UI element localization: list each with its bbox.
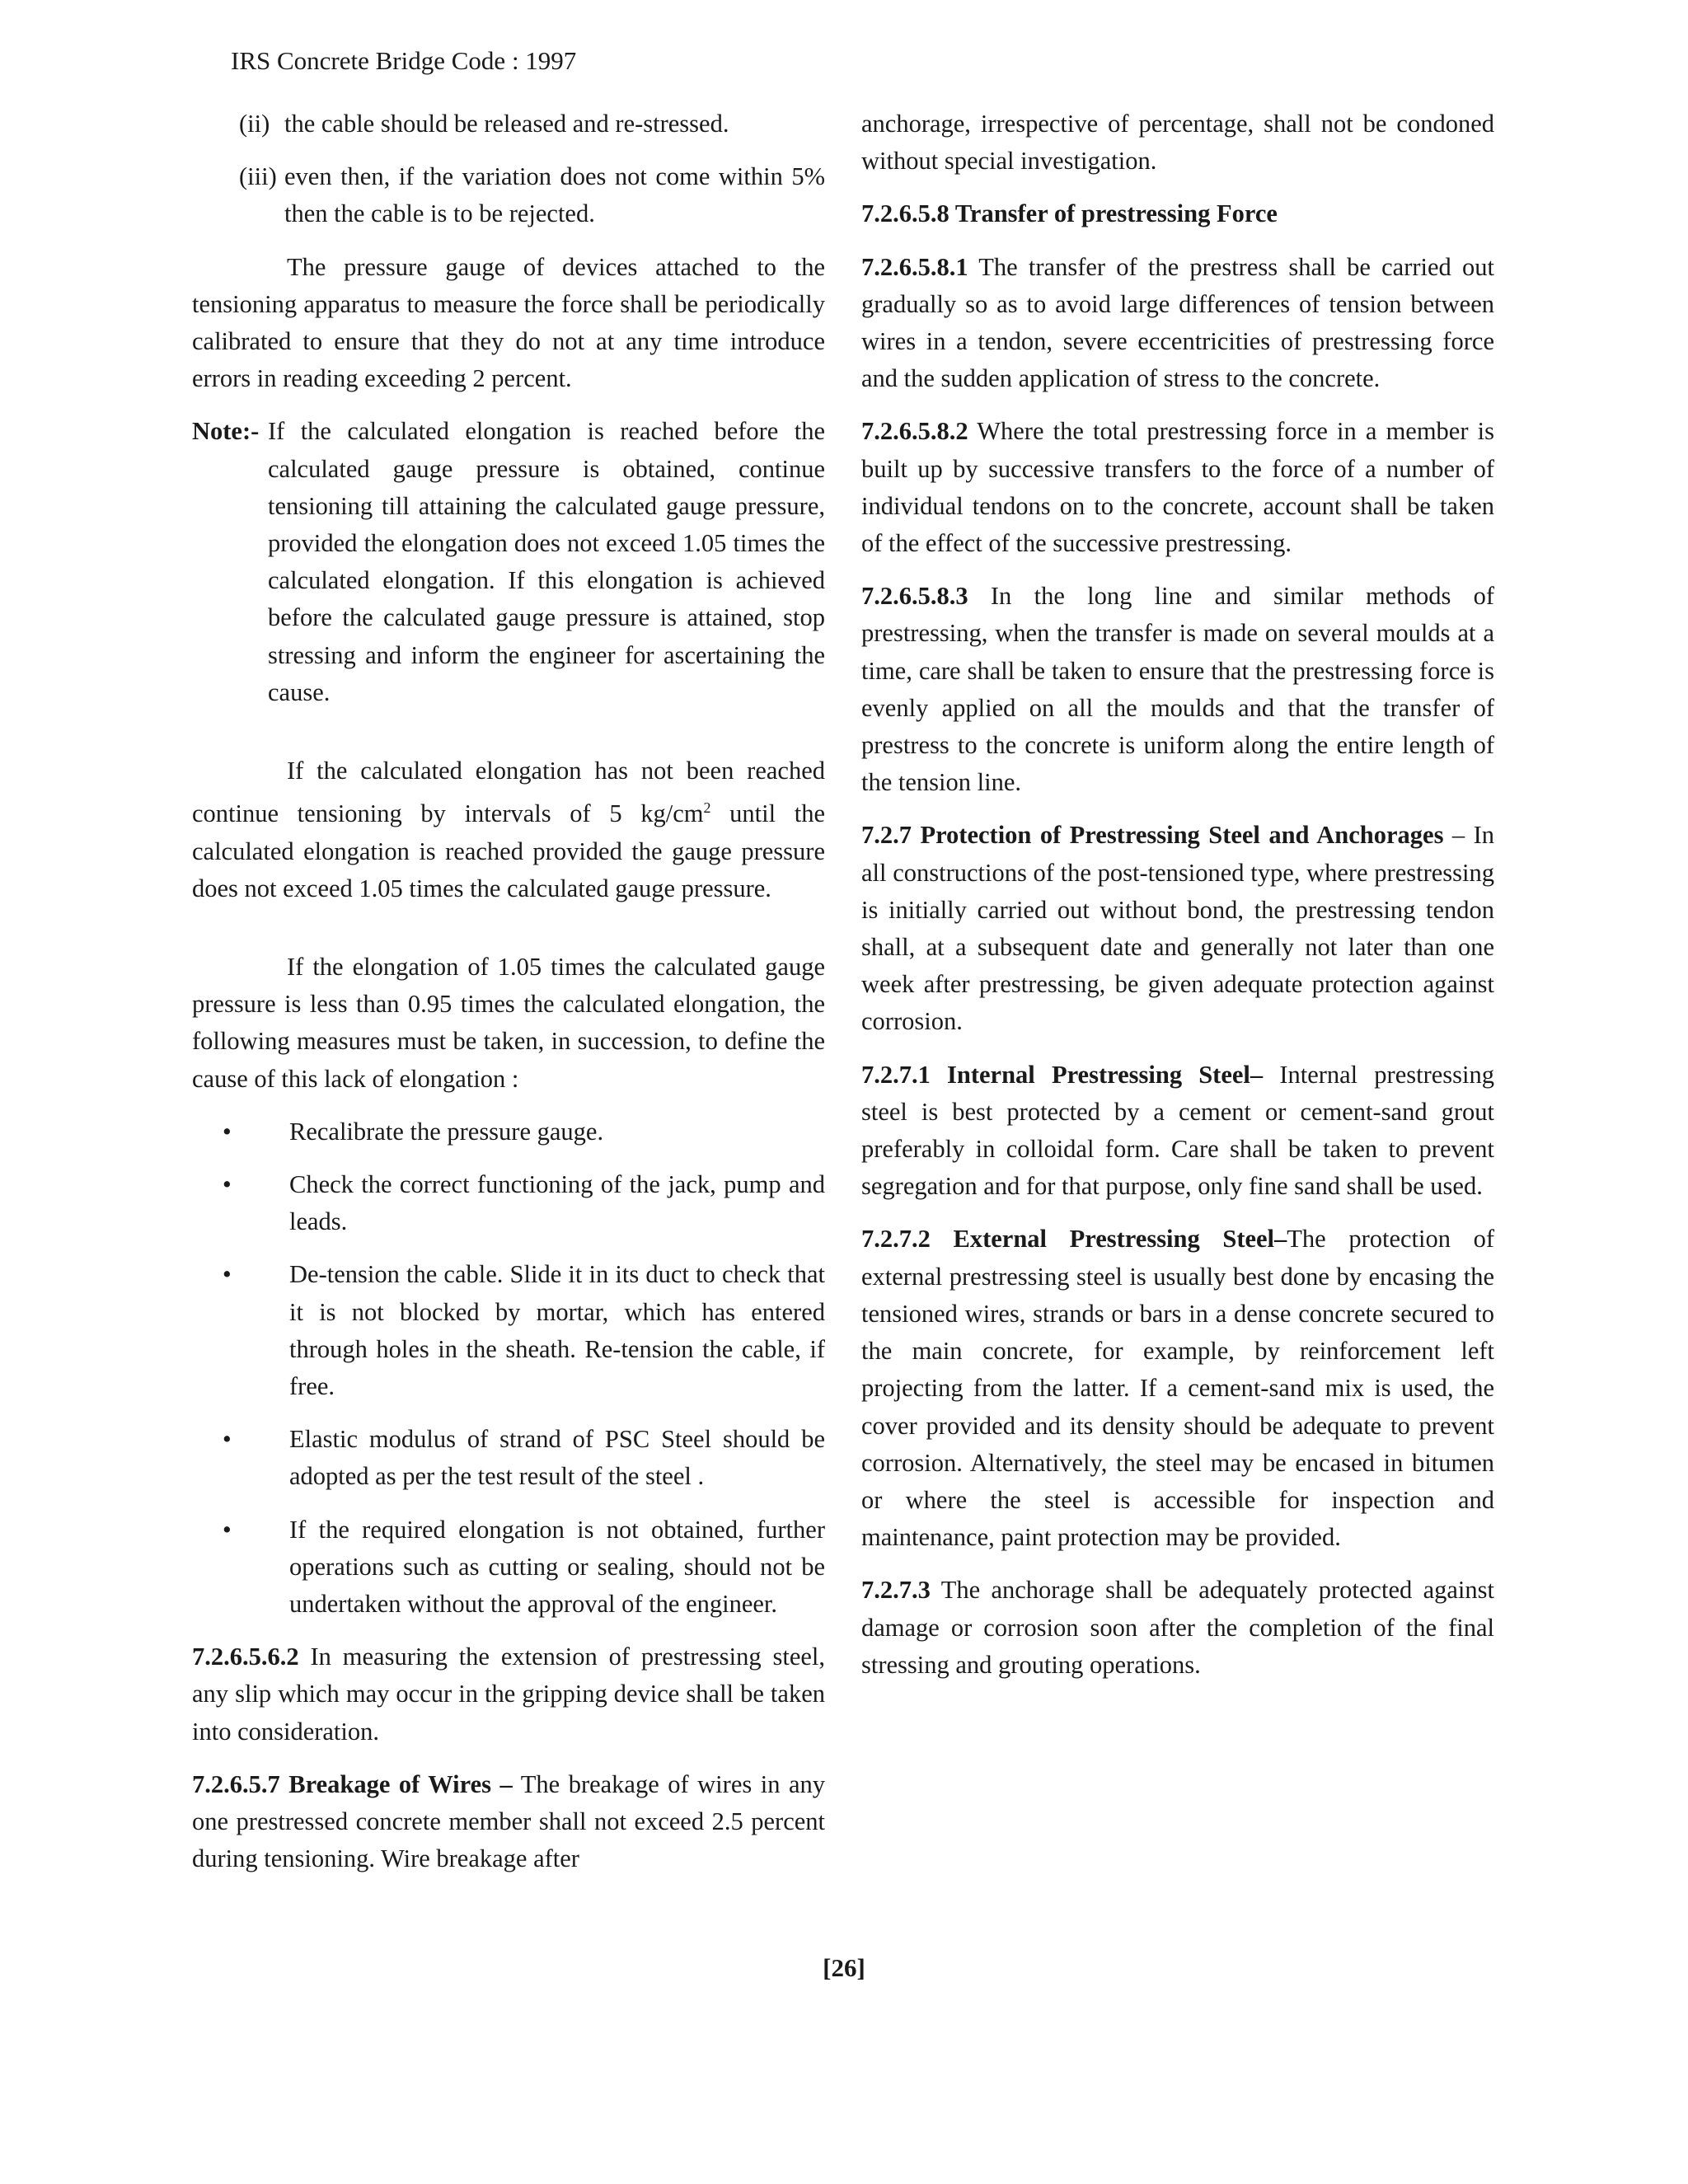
- section-text: Internal prestressing steel is best protected by a cement or cement-sand grout preferably in colloidal form. Care shall be taken to prevent segregation and for that purpose, only fine sand shall be used.: [861, 1060, 1494, 1201]
- bullet-text: If the required elongation is not obtained, further operations such as cutting or sealing, should not be undertaken without the approval of the engineer.: [289, 1515, 825, 1619]
- section-heading: 7.2.7.2 External Prestressing Steel–: [861, 1225, 1287, 1254]
- section-7-2-7-3: [861, 1572, 1494, 1684]
- page-number: [26]: [823, 1953, 865, 1982]
- section-number: 7.2.6.5.8.3: [861, 582, 968, 611]
- section-text: The breakage of wires in any one prestressed concrete member shall not exceed 2.5 percent during tensioning. Wire breakage after: [192, 1769, 825, 1873]
- list-marker: (ii): [239, 110, 270, 138]
- paragraph-measures: If the elongation of 1.05 times the calculated gauge pressure is less than 0.95 times the calculated elongation, the following measures must be taken, in succession, to define the cause of this lack of elongation :: [192, 953, 825, 1093]
- superscript: 2: [703, 799, 711, 817]
- section-text: – In all constructions of the post-tensioned type, where prestressing is initially carried out without bond, the prestressing tendon shall, at a subsequent date and generally not later than one week after prestressing, be given adequate protection against corrosion.: [861, 821, 1494, 1036]
- bullet-item: [192, 1113, 825, 1151]
- running-header: IRS Concrete Bridge Code : 1997: [231, 46, 577, 75]
- bullet-text: Check the correct functioning of the jack, pump and leads.: [289, 1170, 825, 1236]
- list-item-ii: [192, 105, 825, 143]
- section-text: In the long line and similar methods of prestressing, when the transfer is made on several moulds at a time, care shall be taken to ensure that the prestressing force is evenly applied on all the moulds and that the transfer of prestress to the concrete is uniform along the entire length of the tension line.: [861, 582, 1494, 797]
- section-text: The anchorage shall be adequately protected against damage or corrosion soon after the completion of the final stressing and grouting operations.: [861, 1576, 1494, 1679]
- bullet-icon: •: [223, 1117, 232, 1146]
- bullet-item: [192, 1166, 825, 1240]
- note-label: Note:-: [192, 417, 260, 446]
- bullet-text: De-tension the cable. Slide it in its duct to check that it is not blocked by mortar, which has entered through holes in the sheath. Re-tension the cable, if free.: [289, 1260, 825, 1401]
- section-7-2-7-1: [861, 1057, 1494, 1206]
- paragraph-gauge-calibration: The pressure gauge of devices attached to the tensioning apparatus to measure the force shall be periodically calibrated to ensure that they do not at any time introduce errors in reading exceeding 2 percent.: [192, 252, 825, 393]
- bullet-item: [192, 1256, 825, 1405]
- section-7-2-7-2: [861, 1221, 1494, 1556]
- list-marker: (iii): [239, 162, 277, 191]
- section-number: 7.2.6.5.6.2: [192, 1643, 299, 1671]
- bullet-text: Elastic modulus of strand of PSC Steel should be adopted as per the test result of the steel .: [289, 1425, 825, 1491]
- section-7-2-6-5-6-2: [192, 1638, 825, 1750]
- section-text: The transfer of the prestress shall be carried out gradually so as to avoid large differences of tension between wires in a tendon, severe eccentricities of prestressing force and the sudden application of stress to the concrete.: [861, 252, 1494, 393]
- section-text: The protection of external prestressing steel is usually best done by encasing the tensioned wires, strands or bars in a dense concrete secured to the main concrete, for example, by reinforcement left projecting from the latter. If a cement-sand mix is used, the cover provided and its density should be adequate to prevent corrosion. Alternatively, the steel may be encased in bitumen or where the steel is accessible for inspection and maintenance, paint protection may be provided.: [861, 1225, 1494, 1552]
- list-text: even then, if the variation does not come within 5% then the cable is to be rejected.: [284, 162, 825, 228]
- section-7-2-6-5-8-2: [861, 413, 1494, 562]
- bullet-item: [192, 1421, 825, 1495]
- section-number: 7.2.6.5.7: [192, 1769, 280, 1798]
- note-text: If the calculated elongation is reached before the calculated gauge pressure is obtained, continue tensioning till attaining the calculated gauge pressure, provided the elongation does not exceed 1.05 times the calculated elongation. If this elongation is achieved before the calculated gauge pressure is attained, stop stressing and inform the engineer for ascertaining the cause.: [268, 417, 825, 706]
- section-number: 7.2.6.5.8.2: [861, 417, 968, 446]
- bullet-item: [192, 1511, 825, 1624]
- bullet-icon: •: [223, 1425, 232, 1454]
- section-7-2-6-5-8-3: [861, 578, 1494, 801]
- bullet-text: Recalibrate the pressure gauge.: [289, 1117, 604, 1146]
- left-column: [192, 105, 825, 1893]
- section-number: 7.2.6.5.8.1: [861, 252, 968, 281]
- paragraph-text: If the calculated elongation has not been reached continue tensioning by intervals of 5 kg/cm: [192, 757, 825, 828]
- bullet-icon: •: [223, 1260, 232, 1289]
- section-heading: 7.2.6.5.8 Transfer of prestressing Force: [861, 199, 1278, 228]
- bullet-icon: •: [223, 1170, 232, 1199]
- section-7-2-6-5-8: [861, 195, 1494, 232]
- section-7-2-6-5-7: [192, 1766, 825, 1878]
- section-7-2-6-5-8-1: [861, 249, 1494, 398]
- list-text: the cable should be released and re-stressed.: [284, 110, 729, 138]
- section-heading: Breakage of Wires –: [279, 1769, 513, 1798]
- list-item-iii: [192, 158, 825, 232]
- section-heading: 7.2.7.1 Internal Prestressing Steel–: [861, 1060, 1264, 1089]
- section-text: Where the total prestressing force in a member is built up by successive transfers to the force of a number of individual tendons on to the concrete, account shall be taken of the effect of the successive prestressing.: [861, 417, 1494, 558]
- section-text: In measuring the extension of prestressing steel, any slip which may occur in the gripping device shall be taken into consideration.: [192, 1643, 825, 1746]
- section-heading: 7.2.7 Protection of Prestressing Steel and Anchorages: [861, 821, 1444, 850]
- section-number: 7.2.7.3: [861, 1576, 931, 1605]
- note-block: [192, 413, 825, 711]
- section-7-2-7: [861, 817, 1494, 1040]
- paragraph-elongation-not-reached: [192, 752, 825, 907]
- paragraph-text: until the calculated elongation is reached provided the gauge pressure does not exceed 1.05 times the calculated gauge pressure.: [192, 799, 826, 902]
- right-column: [861, 105, 1494, 1699]
- continuation-paragraph: anchorage, irrespective of percentage, shall not be condoned without special investigation.: [861, 110, 1494, 176]
- bullet-icon: •: [223, 1515, 232, 1544]
